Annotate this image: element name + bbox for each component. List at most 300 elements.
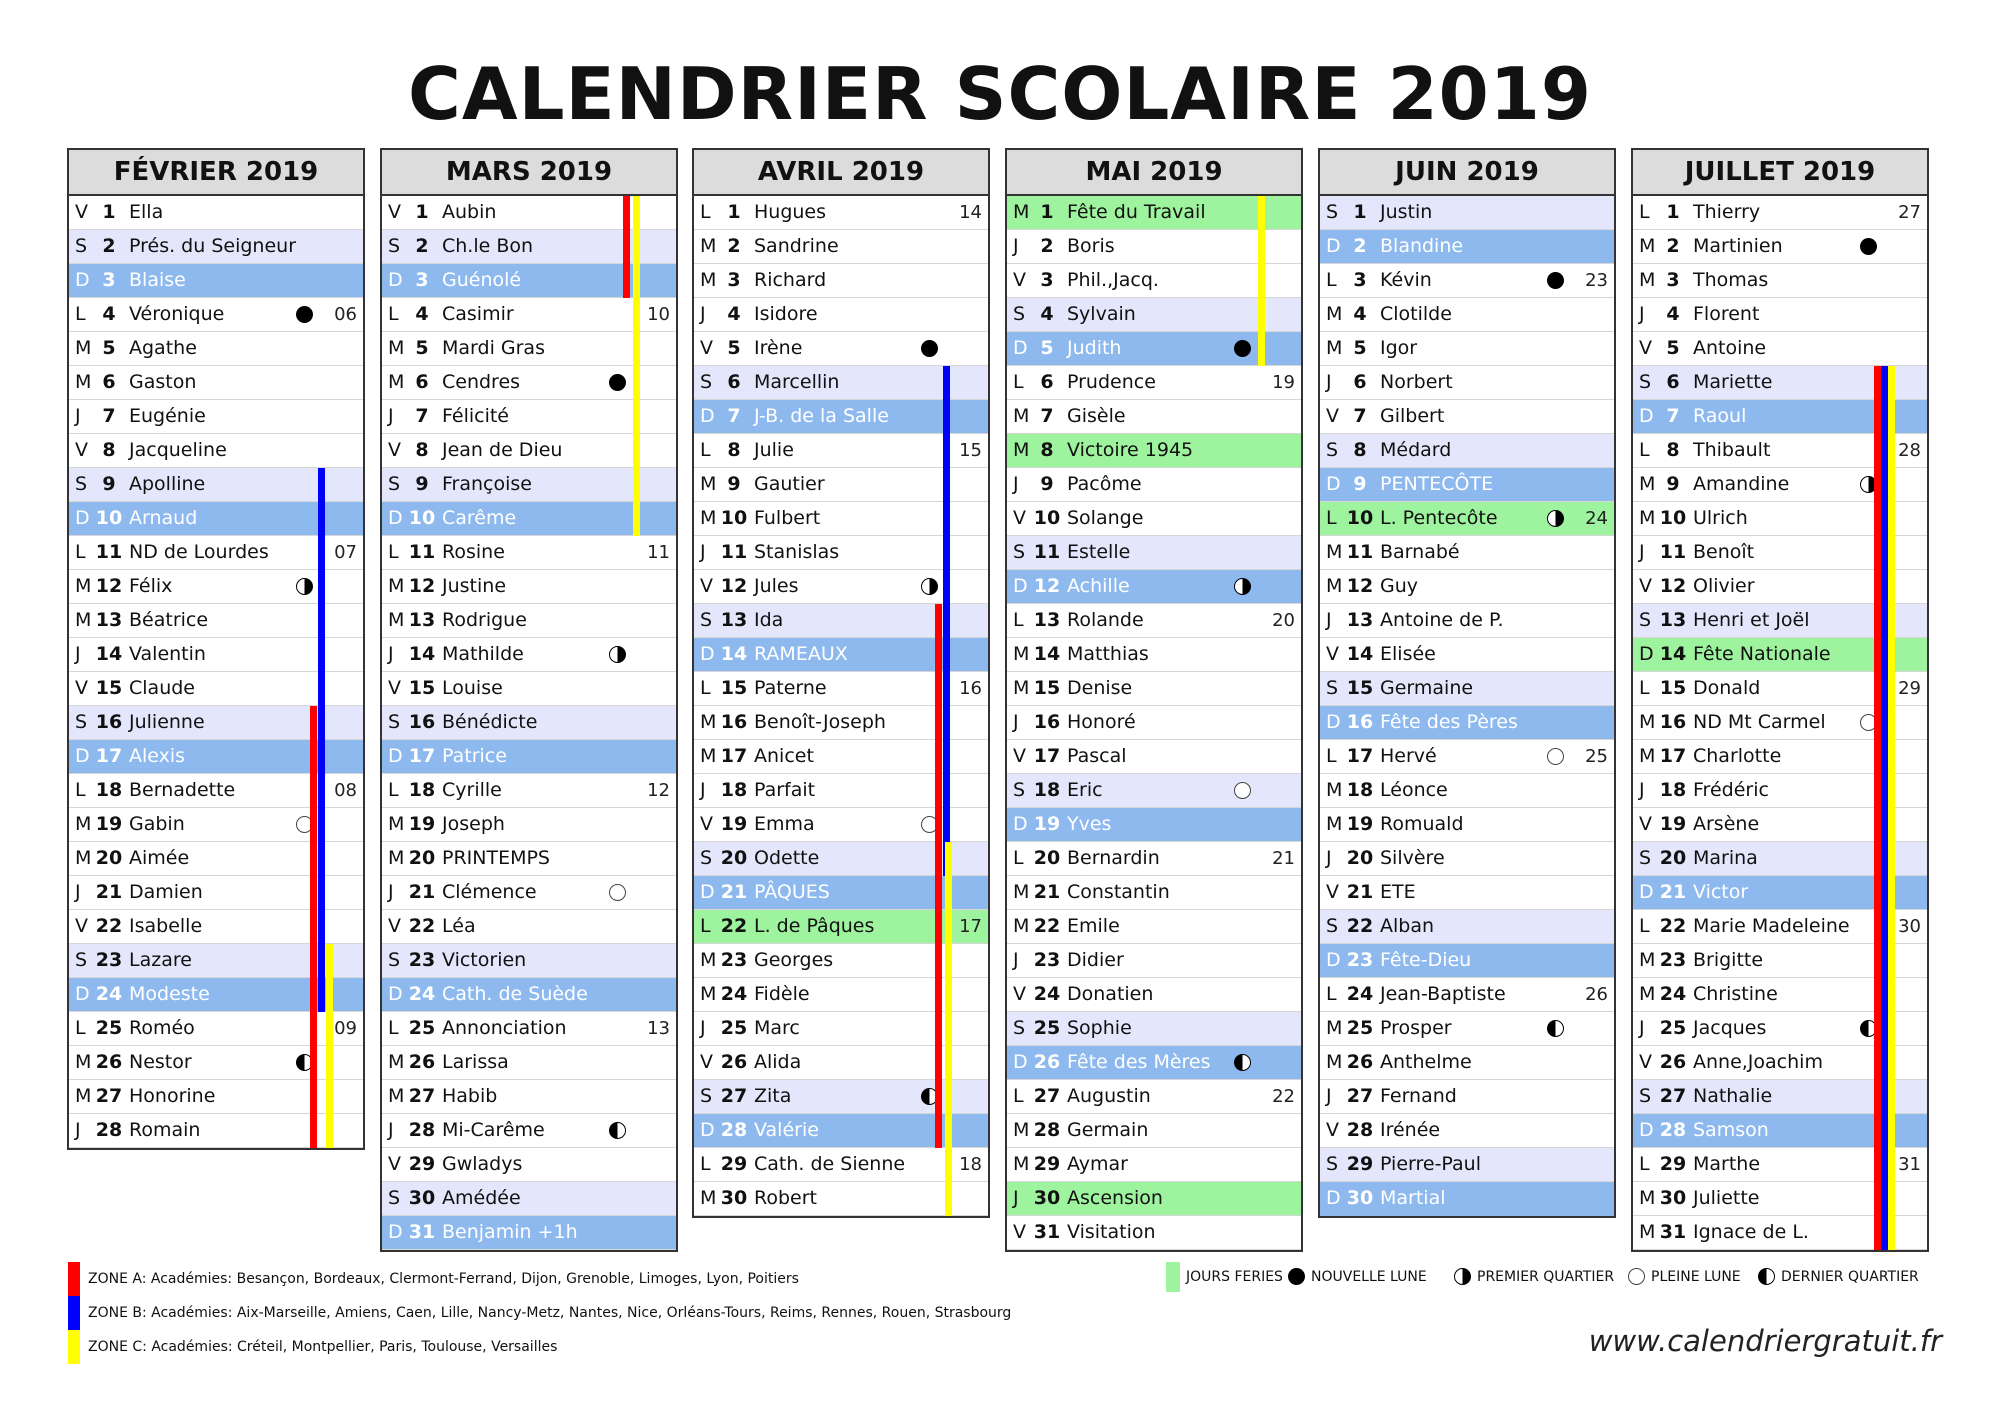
saint-name: Agathe	[129, 337, 197, 359]
day-row[interactable]	[1320, 536, 1614, 570]
day-number: 21	[408, 881, 436, 903]
day-row[interactable]	[382, 196, 676, 230]
day-number: 9	[1666, 473, 1680, 495]
day-row[interactable]	[1320, 434, 1614, 468]
day-row[interactable]	[1320, 944, 1614, 978]
saint-name: Hugues	[754, 201, 827, 223]
day-number: 3	[102, 269, 116, 291]
day-row[interactable]	[1007, 434, 1301, 468]
day-row[interactable]	[1007, 468, 1301, 502]
weekday-letter: M	[1013, 1153, 1030, 1175]
weekday-letter: V	[75, 677, 88, 699]
day-row[interactable]	[694, 332, 988, 366]
day-number: 24	[1346, 983, 1374, 1005]
day-row[interactable]	[1007, 1080, 1301, 1114]
saint-name: Habib	[442, 1085, 498, 1107]
day-row[interactable]	[694, 1080, 988, 1114]
saint-name: Samson	[1693, 1119, 1769, 1141]
day-row[interactable]	[694, 230, 988, 264]
full-moon-icon	[1234, 782, 1251, 799]
day-row[interactable]	[382, 604, 676, 638]
day-row[interactable]	[694, 264, 988, 298]
saint-name: Marc	[754, 1017, 800, 1039]
week-number: 26	[1585, 984, 1608, 1005]
day-row[interactable]	[1007, 366, 1301, 400]
day-row[interactable]	[69, 400, 363, 434]
day-row[interactable]	[69, 230, 363, 264]
weekday-letter: L	[388, 1017, 399, 1039]
day-row[interactable]	[694, 978, 988, 1012]
zone-a-swatch	[68, 1262, 80, 1296]
day-row[interactable]	[1007, 1114, 1301, 1148]
day-row[interactable]	[1320, 298, 1614, 332]
week-number: 21	[1272, 848, 1295, 869]
weekday-letter: M	[700, 949, 717, 971]
day-row[interactable]	[69, 298, 363, 332]
day-row[interactable]	[382, 468, 676, 502]
month-header: FÉVRIER 2019	[69, 150, 363, 196]
weekday-letter: S	[700, 1085, 713, 1107]
day-row[interactable]	[1320, 978, 1614, 1012]
day-row[interactable]	[1007, 1148, 1301, 1182]
zone-b-holiday-bar	[318, 468, 325, 1012]
day-row[interactable]	[1633, 230, 1927, 264]
day-row[interactable]	[1007, 1012, 1301, 1046]
day-row[interactable]	[1007, 332, 1301, 366]
day-row[interactable]	[1007, 570, 1301, 604]
new-moon-icon	[1860, 238, 1877, 255]
day-row[interactable]	[1320, 400, 1614, 434]
weekday-letter: D	[1639, 881, 1654, 903]
zone-c-holiday-bar	[1888, 366, 1895, 1250]
day-row[interactable]	[1007, 400, 1301, 434]
weekday-letter: V	[388, 439, 401, 461]
day-number: 2	[415, 235, 429, 257]
day-number: 18	[1659, 779, 1687, 801]
day-row[interactable]	[1007, 638, 1301, 672]
day-row[interactable]	[1320, 842, 1614, 876]
weekday-letter: M	[75, 847, 92, 869]
first-quarter-moon-icon	[1454, 1268, 1471, 1285]
day-row[interactable]	[694, 1114, 988, 1148]
weekday-letter: L	[388, 541, 399, 563]
day-row[interactable]	[382, 1080, 676, 1114]
saint-name: Barnabé	[1380, 541, 1460, 563]
day-number: 3	[727, 269, 741, 291]
day-number: 13	[1033, 609, 1061, 631]
day-number: 23	[720, 949, 748, 971]
day-row[interactable]	[382, 672, 676, 706]
day-number: 21	[1033, 881, 1061, 903]
weekday-letter: M	[1639, 507, 1656, 529]
day-row[interactable]	[1007, 774, 1301, 808]
week-number: 31	[1898, 1154, 1921, 1175]
weekday-letter: M	[1013, 1119, 1030, 1141]
day-number: 18	[95, 779, 123, 801]
day-row[interactable]	[69, 366, 363, 400]
saint-name: Anne,Joachim	[1693, 1051, 1823, 1073]
day-row[interactable]	[1320, 774, 1614, 808]
first-quarter-moon-icon	[1547, 510, 1564, 527]
saint-name: Martial	[1380, 1187, 1446, 1209]
day-number: 29	[720, 1153, 748, 1175]
day-row[interactable]	[1320, 1080, 1614, 1114]
saint-name: Nestor	[129, 1051, 192, 1073]
day-row[interactable]	[694, 910, 988, 944]
day-row[interactable]	[1633, 332, 1927, 366]
weekday-letter: S	[1013, 303, 1026, 325]
day-row[interactable]	[1320, 264, 1614, 298]
last-quarter-moon-icon	[1758, 1268, 1775, 1285]
day-row[interactable]	[1320, 740, 1614, 774]
weekday-letter: S	[700, 609, 713, 631]
day-number: 17	[1346, 745, 1374, 767]
day-row[interactable]	[1007, 1182, 1301, 1216]
weekday-letter: M	[388, 1051, 405, 1073]
day-number: 16	[720, 711, 748, 733]
holiday-legend	[1166, 1262, 1283, 1292]
saint-name: Romuald	[1380, 813, 1464, 835]
saint-name: PENTECÔTE	[1380, 473, 1494, 495]
month-column	[692, 148, 990, 1218]
weekday-letter: M	[1639, 949, 1656, 971]
weekday-letter: L	[1639, 201, 1650, 223]
weekday-letter: L	[388, 303, 399, 325]
saint-name: Brigitte	[1693, 949, 1764, 971]
weekday-letter: S	[1639, 609, 1652, 631]
weekday-letter: V	[1013, 983, 1026, 1005]
day-row[interactable]	[69, 1114, 363, 1148]
day-row[interactable]	[382, 1114, 676, 1148]
day-row[interactable]	[382, 366, 676, 400]
day-row[interactable]	[1320, 706, 1614, 740]
day-row[interactable]	[1320, 876, 1614, 910]
weekday-letter: S	[1326, 915, 1339, 937]
day-number: 1	[727, 201, 741, 223]
day-row[interactable]	[1007, 876, 1301, 910]
week-number: 11	[647, 542, 670, 563]
weekday-letter: V	[388, 201, 401, 223]
day-row[interactable]	[1320, 1114, 1614, 1148]
day-row[interactable]	[382, 1012, 676, 1046]
day-row[interactable]	[382, 1046, 676, 1080]
day-row[interactable]	[1007, 298, 1301, 332]
day-row[interactable]	[382, 502, 676, 536]
day-row[interactable]	[382, 536, 676, 570]
day-number: 28	[1659, 1119, 1687, 1141]
weekday-letter: D	[1326, 949, 1341, 971]
weekday-letter: D	[700, 643, 715, 665]
day-number: 15	[1033, 677, 1061, 699]
saint-name: Marcellin	[754, 371, 840, 393]
weekday-letter: V	[1013, 507, 1026, 529]
day-number: 12	[720, 575, 748, 597]
saint-name: Eugénie	[129, 405, 206, 427]
saint-name: Damien	[129, 881, 203, 903]
day-row[interactable]	[1320, 604, 1614, 638]
day-row[interactable]	[69, 1080, 363, 1114]
saint-name: Clémence	[442, 881, 537, 903]
week-number: 18	[959, 1154, 982, 1175]
weekday-letter: J	[1013, 235, 1019, 257]
saint-name: Benoît-Joseph	[754, 711, 886, 733]
week-number: 25	[1585, 746, 1608, 767]
day-number: 8	[1040, 439, 1054, 461]
last-quarter-moon-icon	[609, 1122, 626, 1139]
day-row[interactable]	[1007, 1216, 1301, 1250]
day-row[interactable]	[382, 774, 676, 808]
day-row[interactable]	[1320, 230, 1614, 264]
day-number: 14	[1659, 643, 1687, 665]
weekday-letter: L	[1013, 371, 1024, 393]
zone-c-holiday-bar	[326, 944, 333, 1148]
saint-name: Valentin	[129, 643, 206, 665]
saint-name: Gilbert	[1380, 405, 1445, 427]
day-number: 25	[1346, 1017, 1374, 1039]
day-number: 16	[408, 711, 436, 733]
weekday-letter: D	[388, 983, 403, 1005]
saint-name: Ch.le Bon	[442, 235, 534, 257]
day-row[interactable]	[1007, 230, 1301, 264]
day-row[interactable]	[382, 570, 676, 604]
day-number: 23	[1659, 949, 1687, 971]
day-number: 17	[1659, 745, 1687, 767]
day-row[interactable]	[1320, 672, 1614, 706]
weekday-letter: M	[1639, 711, 1656, 733]
weekday-letter: D	[75, 507, 90, 529]
day-row[interactable]	[382, 638, 676, 672]
weekday-letter: V	[75, 915, 88, 937]
weekday-letter: V	[1326, 405, 1339, 427]
weekday-letter: M	[1013, 677, 1030, 699]
day-number: 28	[408, 1119, 436, 1141]
day-number: 27	[1346, 1085, 1374, 1107]
day-row[interactable]	[1007, 604, 1301, 638]
saint-name: Aubin	[442, 201, 497, 223]
weekday-letter: M	[1639, 269, 1656, 291]
day-row[interactable]	[382, 264, 676, 298]
day-row[interactable]	[382, 808, 676, 842]
weekday-letter: M	[1639, 235, 1656, 257]
day-row[interactable]	[69, 1012, 363, 1046]
weekday-letter: L	[1326, 745, 1337, 767]
day-number: 22	[408, 915, 436, 937]
saint-name: Arsène	[1693, 813, 1760, 835]
saint-name: J-B. de la Salle	[754, 405, 889, 427]
day-row[interactable]	[1320, 1046, 1614, 1080]
day-row[interactable]	[69, 1046, 363, 1080]
day-row[interactable]	[1633, 298, 1927, 332]
weekday-letter: M	[700, 507, 717, 529]
saint-name: Victoire 1945	[1067, 439, 1194, 461]
day-row[interactable]	[69, 264, 363, 298]
weekday-letter: L	[1326, 507, 1337, 529]
day-number: 23	[408, 949, 436, 971]
day-row[interactable]	[694, 1148, 988, 1182]
day-row[interactable]	[1320, 1012, 1614, 1046]
day-number: 6	[415, 371, 429, 393]
day-row[interactable]	[382, 434, 676, 468]
day-row[interactable]	[382, 740, 676, 774]
weekday-letter: D	[1326, 235, 1341, 257]
day-row[interactable]	[1007, 910, 1301, 944]
day-row[interactable]	[382, 706, 676, 740]
day-row[interactable]	[694, 944, 988, 978]
weekday-letter: L	[1013, 609, 1024, 631]
day-number: 25	[1033, 1017, 1061, 1039]
day-row[interactable]	[382, 944, 676, 978]
day-row[interactable]	[1007, 196, 1301, 230]
day-row[interactable]	[1320, 1182, 1614, 1216]
day-row[interactable]	[382, 842, 676, 876]
weekday-letter: L	[700, 201, 711, 223]
saint-name: Denise	[1067, 677, 1133, 699]
day-number: 18	[408, 779, 436, 801]
day-number: 4	[727, 303, 741, 325]
weekday-letter: M	[1639, 1221, 1656, 1243]
weekday-letter: J	[75, 1119, 81, 1141]
saint-name: Médard	[1380, 439, 1452, 461]
day-row[interactable]	[1633, 264, 1927, 298]
day-row[interactable]	[382, 400, 676, 434]
day-row[interactable]	[1320, 808, 1614, 842]
website-link[interactable]: www.calendriergratuit.fr	[1588, 1324, 1942, 1358]
day-row[interactable]	[1007, 536, 1301, 570]
day-number: 9	[727, 473, 741, 495]
saint-name: Arnaud	[129, 507, 198, 529]
day-number: 27	[720, 1085, 748, 1107]
day-row[interactable]	[382, 230, 676, 264]
weekday-letter: M	[1013, 915, 1030, 937]
day-row[interactable]	[69, 332, 363, 366]
day-row[interactable]	[382, 1182, 676, 1216]
weekday-letter: J	[388, 643, 394, 665]
saint-name: Paterne	[754, 677, 827, 699]
saint-name: Marthe	[1693, 1153, 1761, 1175]
day-row[interactable]	[1320, 638, 1614, 672]
saint-name: Rodrigue	[442, 609, 527, 631]
saint-name: Alida	[754, 1051, 802, 1073]
day-number: 1	[415, 201, 429, 223]
day-number: 7	[415, 405, 429, 427]
day-number: 26	[1033, 1051, 1061, 1073]
day-number: 19	[1033, 813, 1061, 835]
day-row[interactable]	[382, 978, 676, 1012]
day-row[interactable]	[69, 434, 363, 468]
weekday-letter: V	[700, 337, 713, 359]
day-row[interactable]	[1320, 468, 1614, 502]
weekday-letter: D	[388, 507, 403, 529]
weekday-letter: M	[700, 235, 717, 257]
day-number: 7	[1666, 405, 1680, 427]
day-row[interactable]	[694, 196, 988, 230]
day-row[interactable]	[1007, 502, 1301, 536]
weekday-letter: L	[75, 1017, 86, 1039]
day-number: 20	[1346, 847, 1374, 869]
saint-name: Charlotte	[1693, 745, 1782, 767]
day-number: 10	[1346, 507, 1374, 529]
saint-name: Cath. de Sienne	[754, 1153, 906, 1175]
day-row[interactable]	[382, 876, 676, 910]
month-header: MARS 2019	[382, 150, 676, 196]
day-number: 14	[95, 643, 123, 665]
saint-name: Isabelle	[129, 915, 203, 937]
zone-a-label: ZONE A: Académies: Besançon, Bordeaux, Clermont-Ferrand, Dijon, Grenoble, Limoges, Lyon, Poitiers	[88, 1271, 799, 1287]
day-number: 24	[720, 983, 748, 1005]
day-number: 8	[1353, 439, 1367, 461]
day-row[interactable]	[1320, 570, 1614, 604]
day-row[interactable]	[1007, 740, 1301, 774]
day-row[interactable]	[1007, 706, 1301, 740]
day-row[interactable]	[1007, 1046, 1301, 1080]
day-row[interactable]	[694, 1012, 988, 1046]
day-number: 28	[720, 1119, 748, 1141]
saint-name: Olivier	[1693, 575, 1755, 597]
day-row[interactable]	[1320, 366, 1614, 400]
day-row[interactable]	[69, 196, 363, 230]
day-row[interactable]	[694, 1046, 988, 1080]
saint-name: L. de Pâques	[754, 915, 875, 937]
day-row[interactable]	[1007, 978, 1301, 1012]
saint-name: Lazare	[129, 949, 192, 971]
day-row[interactable]	[694, 1182, 988, 1216]
day-number: 2	[1666, 235, 1680, 257]
weekday-letter: J	[700, 541, 706, 563]
day-row[interactable]	[1320, 1148, 1614, 1182]
day-row[interactable]	[1320, 332, 1614, 366]
saint-name: Prudence	[1067, 371, 1156, 393]
week-number: 09	[334, 1018, 357, 1039]
day-number: 1	[1040, 201, 1054, 223]
day-row[interactable]	[1320, 910, 1614, 944]
day-number: 5	[415, 337, 429, 359]
holiday-legend-label: JOURS FERIES	[1186, 1269, 1283, 1285]
saint-name: Hervé	[1380, 745, 1437, 767]
day-row[interactable]	[1320, 502, 1614, 536]
day-row[interactable]	[1320, 196, 1614, 230]
day-row[interactable]	[1007, 264, 1301, 298]
day-row[interactable]	[382, 332, 676, 366]
saint-name: Emile	[1067, 915, 1120, 937]
saint-name: Marina	[1693, 847, 1758, 869]
day-row[interactable]	[1007, 808, 1301, 842]
weekday-letter: S	[700, 371, 713, 393]
day-row[interactable]	[694, 298, 988, 332]
saint-name: Christine	[1693, 983, 1778, 1005]
saint-name: Stanislas	[754, 541, 840, 563]
day-row[interactable]	[1007, 672, 1301, 706]
weekday-letter: S	[1326, 439, 1339, 461]
weekday-letter: M	[388, 337, 405, 359]
weekday-letter: V	[75, 201, 88, 223]
saint-name: Clotilde	[1380, 303, 1452, 325]
day-row[interactable]	[382, 910, 676, 944]
day-row[interactable]	[1007, 842, 1301, 876]
weekday-letter: M	[1326, 1017, 1343, 1039]
last-quarter-label: DERNIER QUARTIER	[1781, 1269, 1919, 1285]
day-row[interactable]	[382, 1216, 676, 1250]
saint-name: Alban	[1380, 915, 1435, 937]
day-row[interactable]	[694, 876, 988, 910]
weekday-letter: S	[388, 473, 401, 495]
saint-name: Kévin	[1380, 269, 1432, 291]
day-number: 5	[1666, 337, 1680, 359]
day-row[interactable]	[1007, 944, 1301, 978]
day-row[interactable]	[1633, 196, 1927, 230]
day-row[interactable]	[382, 1148, 676, 1182]
day-row[interactable]	[382, 298, 676, 332]
weekday-letter: D	[388, 269, 403, 291]
